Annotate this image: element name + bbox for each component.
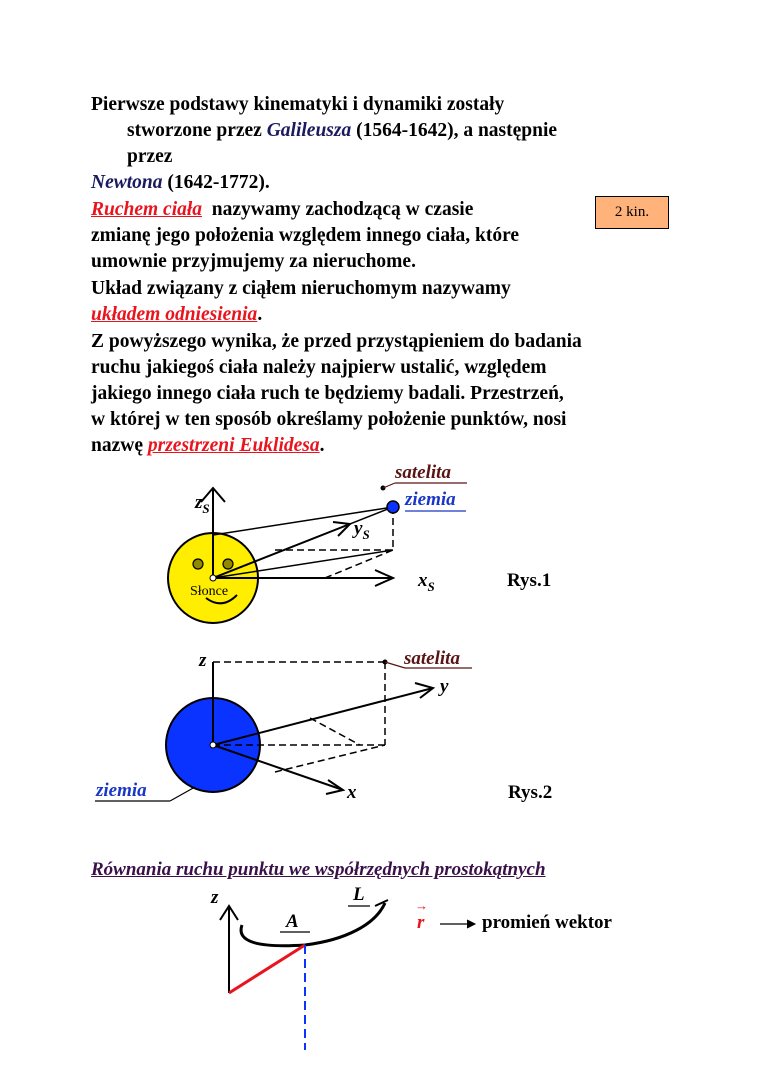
promien-arrowhead	[467, 920, 475, 928]
para3-line1: Układ związany z ciąłem nieruchomym nazywamy	[91, 278, 511, 299]
sun-right-eye	[223, 559, 233, 569]
newton-name: Newtona	[91, 172, 163, 193]
earth-point	[387, 501, 399, 513]
fig1-x-sub: S	[427, 578, 435, 594]
fig2-caption: Rys.2	[508, 782, 553, 803]
vector-r-arrow: →	[415, 898, 428, 913]
trajectory-curve	[241, 903, 385, 946]
fig2-satelita-leader	[385, 662, 405, 668]
para4-line3: jakiego innego ciała ruch te będziemy badali. Przestrzeń,	[91, 383, 564, 404]
para4-line2: ruchu jakiegoś ciała należy najpierw ustalić, względem	[91, 357, 547, 378]
para4-line4: w której w ten sposób określamy położenie punktów, nosi	[91, 409, 567, 430]
fig2-ziemia-leader	[170, 787, 195, 801]
para2-line1-b: nazywamy zachodzącą w czasie	[202, 199, 474, 220]
fig1-y-label	[354, 518, 370, 543]
figure-3	[220, 900, 475, 1050]
point-a-label: A	[286, 911, 299, 932]
fig3-z-label: z	[211, 887, 219, 908]
trajectory-l-label: L	[353, 884, 365, 905]
fig2-z-label: z	[199, 650, 207, 671]
satelita-leader-line	[383, 483, 395, 488]
sun-left-eye	[193, 559, 203, 569]
para1-line4-b: (1642-1772).	[162, 172, 270, 193]
fig1-satelita-label: satelita	[395, 462, 451, 483]
fig2-y-label: y	[440, 676, 449, 697]
fig1-y-letter: y	[354, 518, 363, 539]
promien-wektor-label: promień wektor	[482, 912, 612, 933]
galileo-name: Galileusza	[266, 120, 352, 141]
fig2-dash-diag1	[310, 718, 360, 745]
fig1-z-label	[195, 492, 210, 517]
fig1-origin	[210, 575, 216, 581]
term-przestrzeni-euklidesa[interactable]: przestrzeni Euklidesa	[147, 435, 320, 456]
trajectory-tail	[375, 900, 388, 906]
section-heading: Równania ruchu punktu we współrzędnych prostokątnych	[91, 859, 546, 880]
para3-end: .	[257, 304, 263, 325]
fig2-ziemia-label: ziemia	[96, 780, 147, 801]
fig2-origin	[210, 742, 216, 748]
fig1-y-sub: S	[362, 526, 370, 542]
fig1-ziemia-label: ziemia	[405, 489, 456, 510]
fig1-x-label	[418, 570, 435, 595]
figure-2	[95, 660, 472, 802]
fig1-x-letter: x	[418, 570, 428, 591]
fig2-x-label: x	[347, 782, 357, 803]
term-ruchem-ciala[interactable]: Ruchem ciała	[91, 199, 203, 220]
fig1-z-letter: z	[195, 492, 203, 513]
page-badge: 2 kin.	[595, 196, 669, 229]
fig2-dash-diag2	[275, 745, 385, 772]
para2-line3: umownie przyjmujemy za nieruchome.	[91, 251, 416, 272]
fig1-caption: Rys.1	[507, 570, 552, 591]
sun-label: Słonce	[190, 584, 229, 599]
para1-line1: Pierwsze podstawy kinematyki i dynamiki zostały	[91, 94, 505, 115]
position-vector	[229, 945, 305, 993]
para1-line2-a: stworzone przez	[127, 120, 267, 141]
vector-r-label: r	[417, 912, 425, 933]
para1-line2-b: (1564-1642), a następnie	[351, 120, 558, 141]
para4-line5-a: nazwę	[91, 435, 148, 456]
term-uklad-odniesienia[interactable]: układem odniesienia	[91, 304, 258, 325]
para2-line2: zmianę jego położenia względem innego ciała, które	[91, 225, 520, 246]
para1-line3: przez	[127, 146, 173, 167]
fig1-z-sub: S	[202, 500, 210, 516]
para4-line1: Z powyższego wynika, że przed przystąpieniem do badania	[91, 331, 582, 352]
para4-end: .	[319, 435, 325, 456]
fig2-satelita-label: satelita	[404, 648, 460, 669]
